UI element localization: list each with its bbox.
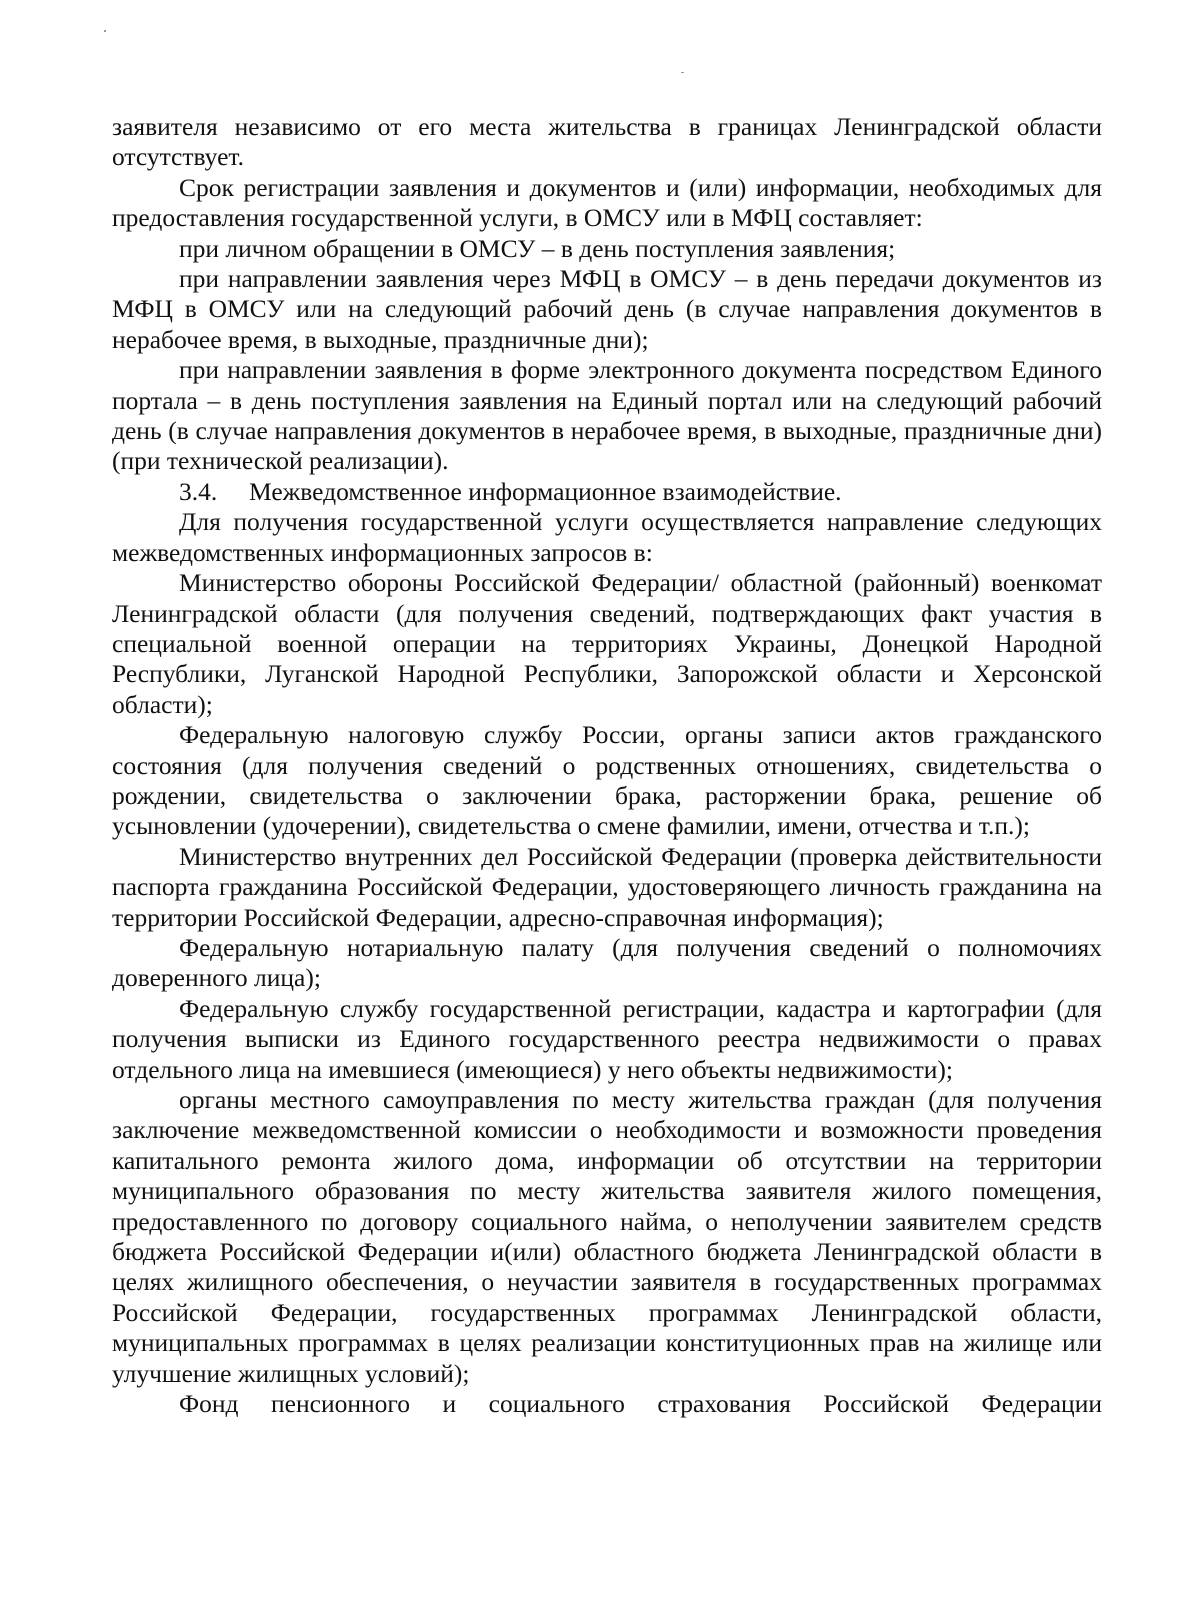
paragraph: заявителя независимо от его места жительства в границах Ленинградской области отсутствует. xyxy=(112,112,1102,172)
paragraph: Срок регистрации заявления и документов и (или) информации, необходимых для предоставления государственной услуги, в ОМСУ или в МФЦ составляет: xyxy=(112,172,1102,233)
paragraph: Фонд пенсионного и социального страхования Российской Федерации xyxy=(179,1389,1102,1419)
section-heading xyxy=(112,477,1102,507)
paragraph: Для получения государственной услуги осуществляется направление следующих межведомственных информационных запросов в: xyxy=(112,507,1102,567)
paragraph: Федеральную службу государственной регистрации, кадастра и картографии (для получения выписки из Единого государственного реестра недвижимости о правах отдельного лица на имевшиеся (имеющиеся) у него объекты недвижимости); xyxy=(112,993,1102,1084)
paragraph: органы местного самоуправления по месту жительства граждан (для получения заключение межведомственной комиссии о необходимости и возможности проведения капитального ремонта жилого дома, информации об отсутствии на территории муниципального образования по месту жительства заявителя жилого помещения, предоставленного по договору социального найма, о неполучении заявителем средств бюджета Российской Федерации и(или) областного бюджета Ленинградской области в целях жилищного обеспечения, о неучастии заявителя в государственных программах Российской Федерации, государственных программах Ленинградской области, муниципальных программах в целях реализации конституционных прав на жилище или улучшение жилищных условий); xyxy=(112,1085,1102,1388)
paragraph: при направлении заявления в форме электронного документа посредством Единого портала – в день поступления заявления на Единый портал или на следующий рабочий день (в случае направления документов в нерабочее время, в выходные, праздничные дни) (при технической реализации). xyxy=(112,355,1102,476)
paragraph: Федеральную нотариальную палату (для получения сведений о полномочиях доверенного лица); xyxy=(112,932,1102,993)
section-title: Межведомственное информационное взаимодействие. xyxy=(249,476,842,506)
paragraph: Федеральную налоговую службу России, органы записи актов гражданского состояния (для получения сведений о родственных отношениях, свидетельства о рождении, свидетельства о заключении брака, расторжении брака, решение об усыновлении (удочерении), свидетельства о смене фамилии, имени, отчества и т.п.); xyxy=(112,720,1102,841)
document-body xyxy=(112,112,1102,1419)
paragraph: при личном обращении в ОМСУ – в день поступления заявления; xyxy=(179,233,896,263)
section-number: 3.4. xyxy=(179,476,218,506)
scan-speck xyxy=(681,72,684,73)
paragraph: Министерство внутренних дел Российской Федерации (проверка действительности паспорта гражданина Российской Федерации, удостоверяющего личность гражданина на территории Российской Федерации, адресно-справочная информация); xyxy=(112,841,1102,932)
scan-speck xyxy=(104,30,106,32)
paragraph: при направлении заявления через МФЦ в ОМСУ – в день передачи документов из МФЦ в ОМСУ или на следующий рабочий день (в случае направления документов в нерабочее время, в выходные, праздничные дни); xyxy=(112,264,1102,354)
paragraph: Министерство обороны Российской Федерации/ областной (районный) военкомат Ленинградской области (для получения сведений, подтверждающих факт участия в специальной военной операции на территориях Украины, Донецкой Народной Республики, Луганской Народной Республики, Запорожской области и Херсонской области); xyxy=(112,568,1102,719)
